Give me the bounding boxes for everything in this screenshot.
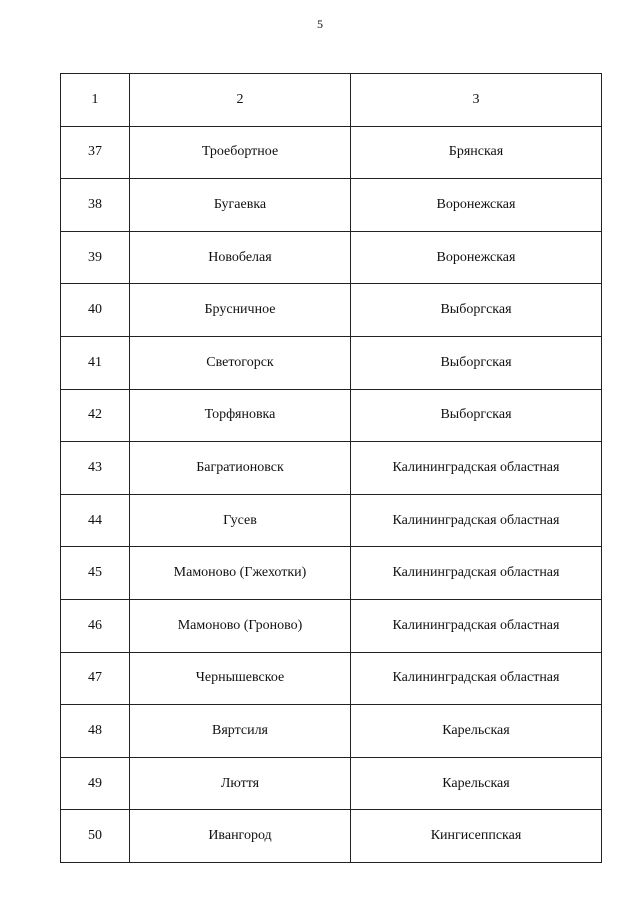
- checkpoint-name-cell: Бугаевка: [130, 179, 351, 232]
- table-row: [61, 336, 602, 389]
- table-row: [61, 231, 602, 284]
- customs-office-cell: Калининградская областная: [351, 599, 602, 652]
- row-number-cell: 44: [61, 494, 130, 547]
- table-row: [61, 810, 602, 863]
- row-number-cell: 38: [61, 179, 130, 232]
- checkpoint-name-cell: Светогорск: [130, 336, 351, 389]
- row-number-cell: 46: [61, 599, 130, 652]
- row-number-cell: 48: [61, 705, 130, 758]
- checkpoint-table: [60, 73, 602, 863]
- checkpoint-name-cell: Гусев: [130, 494, 351, 547]
- header-cell-2: 2: [130, 74, 351, 127]
- checkpoint-name-cell: Люття: [130, 757, 351, 810]
- checkpoint-name-cell: Торфяновка: [130, 389, 351, 442]
- checkpoint-name-cell: Вяртсиля: [130, 705, 351, 758]
- header-cell-1: 1: [61, 74, 130, 127]
- table-row: [61, 757, 602, 810]
- customs-office-cell: Воронежская: [351, 231, 602, 284]
- table-row: [61, 599, 602, 652]
- customs-office-cell: Выборгская: [351, 284, 602, 337]
- row-number-cell: 37: [61, 126, 130, 179]
- page-number: 5: [317, 17, 323, 31]
- row-number-cell: 43: [61, 442, 130, 495]
- checkpoint-name-cell: Брусничное: [130, 284, 351, 337]
- row-number-cell: 41: [61, 336, 130, 389]
- customs-office-cell: Калининградская областная: [351, 547, 602, 600]
- row-number-cell: 45: [61, 547, 130, 600]
- checkpoint-name-cell: Багратионовск: [130, 442, 351, 495]
- customs-office-cell: Карельская: [351, 757, 602, 810]
- checkpoint-name-cell: Чернышевское: [130, 652, 351, 705]
- customs-office-cell: Калининградская областная: [351, 494, 602, 547]
- row-number-cell: 50: [61, 810, 130, 863]
- table-row: [61, 494, 602, 547]
- checkpoint-name-cell: Мамоново (Гроново): [130, 599, 351, 652]
- table-header-row: [61, 74, 602, 127]
- table-row: [61, 442, 602, 495]
- row-number-cell: 47: [61, 652, 130, 705]
- header-cell-3: 3: [351, 74, 602, 127]
- table-row: [61, 284, 602, 337]
- customs-office-cell: Брянская: [351, 126, 602, 179]
- row-number-cell: 40: [61, 284, 130, 337]
- checkpoint-name-cell: Ивангород: [130, 810, 351, 863]
- table-row: [61, 705, 602, 758]
- row-number-cell: 42: [61, 389, 130, 442]
- row-number-cell: 39: [61, 231, 130, 284]
- checkpoint-name-cell: Мамоново (Гжехотки): [130, 547, 351, 600]
- customs-office-cell: Выборгская: [351, 336, 602, 389]
- checkpoint-name-cell: Троебортное: [130, 126, 351, 179]
- table-row: [61, 389, 602, 442]
- customs-office-cell: Калининградская областная: [351, 652, 602, 705]
- row-number-cell: 49: [61, 757, 130, 810]
- customs-office-cell: Карельская: [351, 705, 602, 758]
- table-row: [61, 652, 602, 705]
- table-row: [61, 126, 602, 179]
- table-row: [61, 179, 602, 232]
- customs-office-cell: Калининградская областная: [351, 442, 602, 495]
- customs-office-cell: Выборгская: [351, 389, 602, 442]
- table-row: [61, 547, 602, 600]
- customs-office-cell: Воронежская: [351, 179, 602, 232]
- customs-office-cell: Кингисеппская: [351, 810, 602, 863]
- checkpoint-name-cell: Новобелая: [130, 231, 351, 284]
